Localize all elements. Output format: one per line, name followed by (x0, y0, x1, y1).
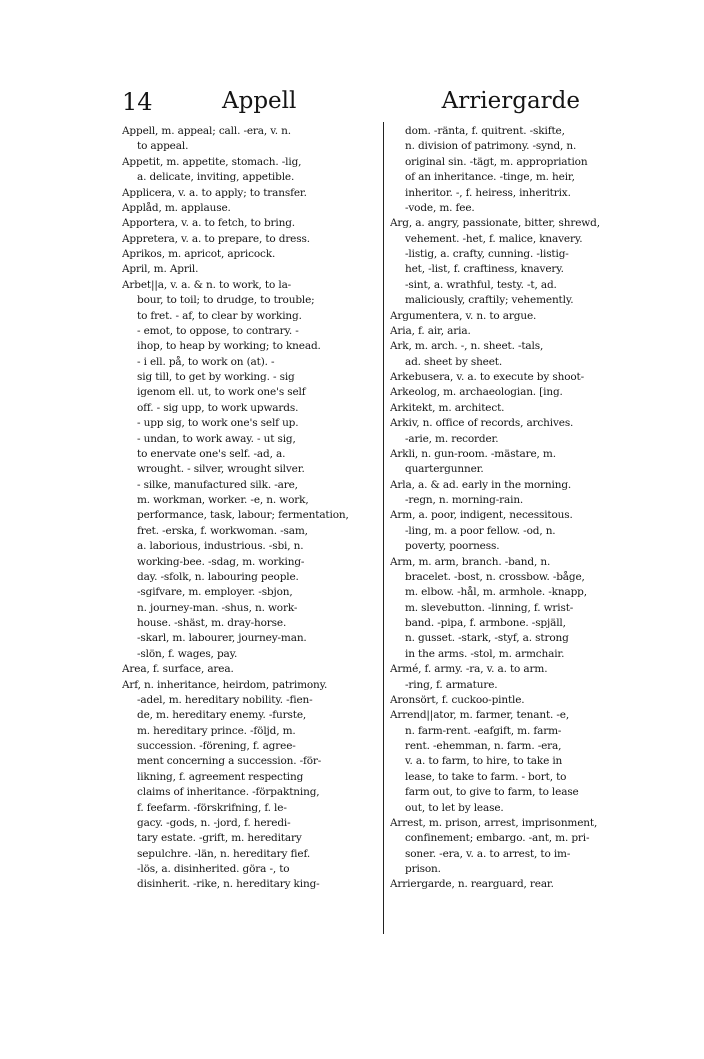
dictionary-line: m. hereditary prince. -följd, m. (137, 724, 296, 737)
page-number: 14 (122, 88, 153, 116)
dictionary-line: Aronsört, f. cuckoo-pintle. (390, 693, 525, 706)
dictionary-line: Arm, m. arm, branch. -band, n. (390, 555, 551, 568)
dictionary-line: -ling, m. a poor fellow. -od, n. (405, 524, 556, 537)
dictionary-line: Ark, m. arch. -, n. sheet. -tals, (390, 340, 544, 353)
dictionary-line: working-bee. -sdag, m. working- (137, 555, 305, 568)
dictionary-line: tary estate. -grift, m. hereditary (137, 832, 302, 845)
dictionary-line: farm out, to give to farm, to lease (405, 786, 579, 799)
column-divider (383, 122, 384, 934)
dictionary-line: Area, f. surface, area. (122, 663, 234, 676)
dictionary-line: sepulchre. -län, n. hereditary fief. (137, 847, 311, 860)
dictionary-line: original sin. -tägt, m. appropriation (405, 155, 588, 168)
dictionary-line: a. laborious, industrious. -sbi, n. (137, 540, 304, 553)
dictionary-line: prison. (405, 863, 441, 875)
dictionary-line: -arie, m. recorder. (405, 432, 499, 445)
dictionary-line: igenom ell. ut, to work one's self (137, 386, 306, 399)
dictionary-line: Arkli, n. gun-room. -mästare, m. (390, 447, 556, 460)
dictionary-line: -listig, a. crafty, cunning. -listig- (405, 248, 569, 260)
dictionary-line: het, -list, f. craftiness, knavery. (405, 263, 564, 276)
dictionary-line: Arrend||ator, m. farmer, tenant. -e, (390, 709, 570, 722)
dictionary-line: ment concerning a succession. -för- (137, 755, 322, 768)
dictionary-line: - emot, to oppose, to contrary. - (137, 324, 299, 337)
dictionary-line: succession. -förening, f. agree- (137, 740, 296, 752)
dictionary-line: -vode, m. fee. (405, 201, 475, 214)
dictionary-line: n. farm-rent. -eafgift, m. farm- (405, 724, 562, 737)
dictionary-line: n. journey-man. -shus, n. work- (137, 601, 298, 614)
dictionary-line: in the arms. -stol, m. armchair. (405, 647, 565, 660)
dictionary-line: vehement. -het, f. malice, knavery. (405, 232, 583, 245)
dictionary-line: gacy. -gods, n. -jord, f. heredi- (137, 816, 291, 829)
dictionary-line: house. -shäst, m. dray-horse. (137, 617, 287, 629)
dictionary-line: maliciously, craftily; vehemently. (405, 294, 574, 307)
dictionary-line: v. a. to farm, to hire, to take in (405, 755, 563, 768)
dictionary-line: Armé, f. army. -ra, v. a. to arm. (390, 663, 548, 676)
dictionary-line: band. -pipa, f. armbone. -spjäll, (405, 617, 566, 629)
dictionary-line: m. workman, worker. -e, n. work, (137, 494, 309, 506)
dictionary-line: Arkiv, n. office of records, archives. (390, 417, 574, 430)
dictionary-line: f. feefarm. -förskrifning, f. le- (137, 801, 287, 814)
dictionary-line: m. slevebutton. -linning, f. wrist- (405, 601, 574, 614)
dictionary-line: Appell, m. appeal; call. -era, v. n. (122, 125, 291, 137)
dictionary-line: -lös, a. disinherited. göra -, to (137, 863, 290, 875)
dictionary-line: ad. sheet by sheet. (405, 355, 503, 368)
dictionary-line: likning, f. agreement respecting (137, 770, 304, 783)
dictionary-line: dom. -ränta, f. quitrent. -skifte, (405, 125, 565, 137)
left-column (122, 124, 378, 893)
dictionary-line: -skarl, m. labourer, journey-man. (137, 632, 307, 645)
dictionary-line: a. delicate, inviting, appetible. (137, 171, 295, 184)
dictionary-line: bour, to toil; to drudge, to trouble; (137, 294, 315, 307)
dictionary-line: to appeal. (137, 140, 189, 153)
dictionary-line: Arg, a. angry, passionate, bitter, shrewd, (390, 217, 600, 230)
dictionary-line: - i ell. på, to work on (at). - (137, 355, 275, 368)
dictionary-line: de, m. hereditary enemy. -furste, (137, 709, 307, 722)
dictionary-line: - undan, to work away. - ut sig, (137, 432, 296, 445)
dictionary-line: Arriergarde, n. rearguard, rear. (390, 878, 554, 891)
dictionary-line: bracelet. -bost, n. crossbow. -båge, (405, 570, 585, 583)
dictionary-line: - silke, manufactured silk. -are, (137, 478, 298, 491)
header-last-entry: Arriergarde (441, 88, 580, 114)
dictionary-line: Arkitekt, m. architect. (390, 401, 505, 414)
dictionary-line: ihop, to heap by working; to knead. (137, 340, 321, 353)
dictionary-line: poverty, poorness. (405, 540, 500, 553)
dictionary-line: sig till, to get by working. - sig (137, 371, 295, 383)
dictionary-line: Arkebusera, v. a. to execute by shoot- (390, 371, 585, 383)
dictionary-line: - upp sig, to work one's self up. (137, 417, 299, 430)
dictionary-line: fret. -erska, f. workwoman. -sam, (137, 524, 308, 537)
dictionary-line: Arla, a. & ad. early in the morning. (390, 478, 572, 491)
dictionary-line: Arbet||a, v. a. & n. to work, to la- (122, 278, 292, 291)
dictionary-line: performance, task, labour; fermentation, (137, 509, 349, 522)
dictionary-line: confinement; embargo. -ant, m. pri- (405, 832, 590, 845)
dictionary-line: to enervate one's self. -ad, a. (137, 447, 286, 460)
dictionary-line: Argumentera, v. n. to argue. (390, 309, 537, 322)
dictionary-line: of an inheritance. -tinge, m. heir, (405, 171, 575, 184)
dictionary-line: Arrest, m. prison, arrest, imprisonment, (390, 816, 598, 829)
dictionary-line: Aprikos, m. apricot, apricock. (122, 248, 276, 260)
dictionary-line: off. - sig upp, to work upwards. (137, 401, 299, 414)
dictionary-line: Arkeolog, m. archaeologian. [ing. (390, 386, 563, 399)
dictionary-line: Arf, n. inheritance, heirdom, patrimony. (122, 678, 328, 691)
dictionary-line: wrought. - silver, wrought silver. (137, 463, 305, 476)
dictionary-line: -slön, f. wages, pay. (137, 647, 238, 660)
dictionary-line: Applåd, m. applause. (122, 201, 231, 214)
dictionary-line: Aria, f. air, aria. (390, 324, 471, 337)
dictionary-line: -ring, f. armature. (405, 678, 498, 691)
dictionary-line: m. elbow. -hål, m. armhole. -knapp, (405, 586, 587, 599)
dictionary-line: lease, to take to farm. - bort, to (405, 770, 567, 783)
dictionary-line: inheritor. -, f. heiress, inheritrix. (405, 186, 571, 199)
dictionary-line: to fret. - af, to clear by working. (137, 309, 302, 322)
dictionary-line: soner. -era, v. a. to arrest, to im- (405, 847, 571, 860)
dictionary-line: quartergunner. (405, 463, 484, 476)
dictionary-line: April, m. April. (122, 263, 199, 276)
dictionary-line: out, to let by lease. (405, 801, 504, 814)
dictionary-line: -sgifvare, m. employer. -sbjon, (137, 586, 293, 599)
dictionary-line: Appretera, v. a. to prepare, to dress. (122, 232, 310, 245)
right-column (390, 124, 654, 893)
dictionary-line: disinherit. -rike, n. hereditary king- (137, 878, 320, 891)
dictionary-line: Applicera, v. a. to apply; to transfer. (122, 186, 307, 199)
dictionary-line: -adel, m. hereditary nobility. -fien- (137, 693, 313, 706)
header-first-entry: Appell (222, 88, 297, 114)
dictionary-line: day. -sfolk, n. labouring people. (137, 570, 299, 583)
dictionary-line: claims of inheritance. -förpaktning, (137, 786, 320, 799)
dictionary-line: Arm, a. poor, indigent, necessitous. (390, 509, 573, 522)
dictionary-line: n. division of patrimony. -synd, n. (405, 140, 577, 153)
dictionary-line: -sint, a. wrathful, testy. -t, ad. (405, 278, 557, 291)
dictionary-line: Appetit, m. appetite, stomach. -lig, (122, 155, 302, 168)
dictionary-line: rent. -ehemman, n. farm. -era, (405, 740, 562, 752)
dictionary-line: -regn, n. morning-rain. (405, 494, 524, 506)
dictionary-line: Apportera, v. a. to fetch, to bring. (122, 217, 295, 230)
dictionary-line: n. gusset. -stark, -styf, a. strong (405, 632, 569, 645)
page-header (122, 88, 584, 124)
